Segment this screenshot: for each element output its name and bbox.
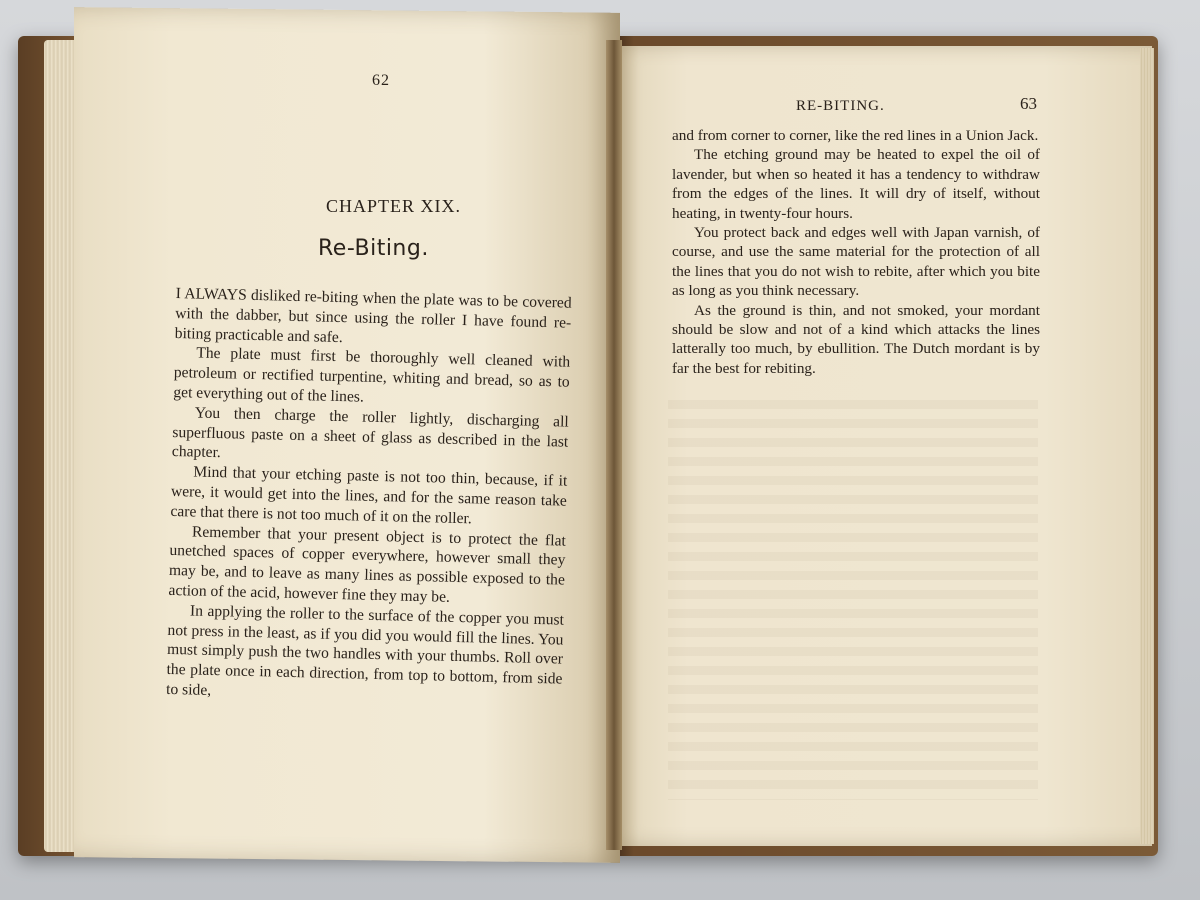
paragraph: Remember that your present object is to protect the flat unetched spaces of copper everywhere, however small they may be, and to leave as many lines as possible exposed to the action of the acid, however fine they may be.: [168, 523, 567, 606]
paragraph: Mind that your etching paste is not too thin, because, if it were, it would get into the lines, and for the same reason take care that there is not too much of it on the roller.: [170, 463, 568, 528]
running-head: RE-BITING.: [796, 98, 885, 114]
book-gutter: [606, 40, 622, 850]
right-page-body: [672, 126, 1040, 378]
right-page-edges: [1140, 48, 1154, 844]
paragraph: The plate must first be thoroughly well cleaned with petroleum or rectified turpentine, whiting and bread, so as to get everything out of the lines.: [173, 344, 571, 406]
paragraph: and from corner to corner, like the red lines in a Union Jack.: [672, 127, 1039, 144]
paragraph: You protect back and edges well with Japan varnish, of course, and use the same material for the protection of all the lines that you do not wish to rebite, after which you bite as long as you think necessary.: [672, 224, 1040, 300]
left-page-number: 62: [372, 72, 390, 89]
left-page-body: [166, 284, 572, 709]
show-through-text: [668, 400, 1038, 800]
paragraph: You then charge the roller lightly, discharging all superfluous paste on a sheet of glass as described in the last chapter.: [171, 404, 569, 462]
chapter-title: Re-Biting.: [318, 236, 429, 261]
paragraph: As the ground is thin, and not smoked, your mordant should be slow and not of a kind which attacks the lines latterally too much, by ebullition. The Dutch mordant is by far the best for rebiting.: [672, 301, 1040, 377]
paragraph-text: disliked re-biting when the plate was to be covered with the dabber, but since using the roller I have found re-biting practicable and safe.: [174, 286, 572, 346]
right-page-number: 63: [1020, 94, 1037, 113]
paragraph: The etching ground may be heated to expel the oil of lavender, but when so heated it has a tendency to withdraw from the edges of the lines. It will dry of itself, without heating, in twenty-four hours.: [672, 146, 1040, 222]
paragraph: In applying the roller to the surface of the copper you must not press in the least, as if you did you would fill the lines. You must simply push the two handles with your thumbs. Roll over the plate once in each direction, from top to bottom, from side to side,: [165, 602, 565, 699]
chapter-heading: CHAPTER XIX.: [326, 196, 462, 216]
drop-word: I ALWAYS: [175, 284, 247, 304]
paragraph: [175, 284, 572, 353]
